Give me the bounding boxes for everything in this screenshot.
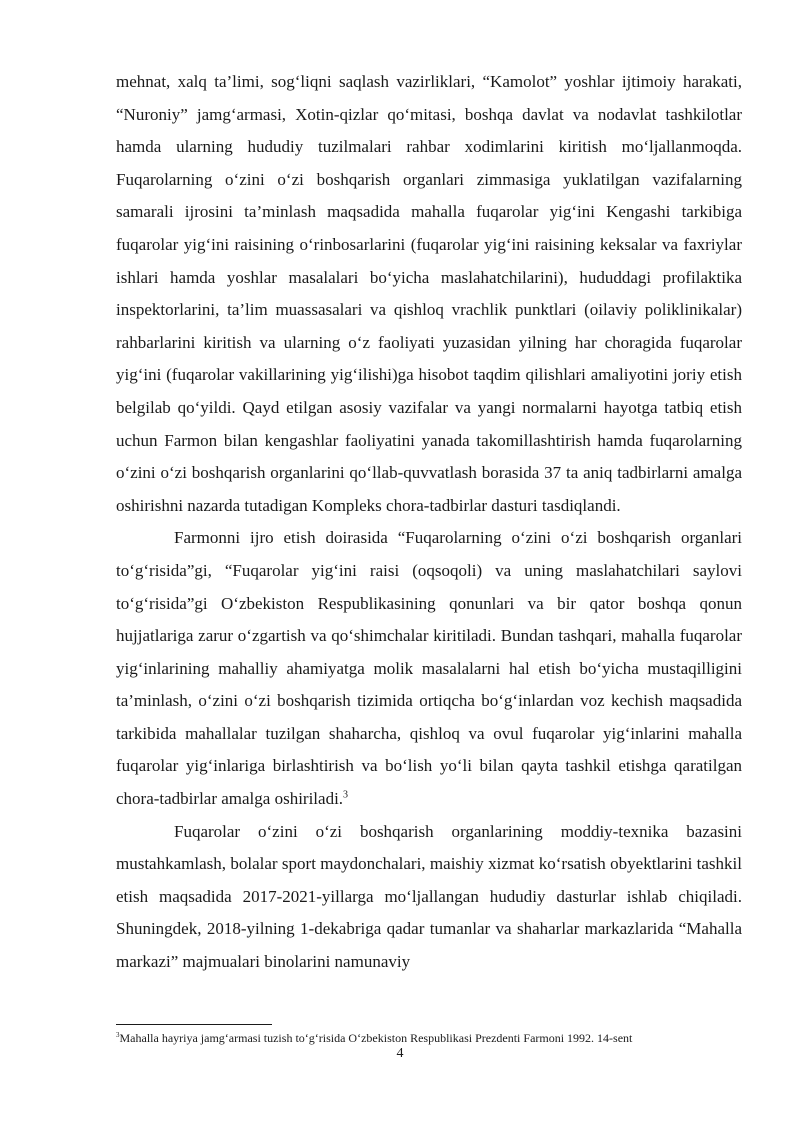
- body-text: [116, 66, 742, 979]
- paragraph-2: [116, 522, 742, 815]
- footnote: [116, 1030, 756, 1046]
- paragraph-2-text: Farmonni ijro etish doirasida “Fuqarolarning o‘zini o‘zi boshqarish organlari to‘g‘risida”gi, “Fuqarolar yig‘ini raisi (oqsoqoli) va uning maslahatchilari saylovi to‘g‘risida”gi O‘zbekiston Respublikasining qonunlari va bir qator boshqa qonun hujjatlariga zarur o‘zgartish va qo‘shimchalar kiritiladi. Bundan tashqari, mahalla fuqarolar yig‘inlarining mahalliy ahamiyatga molik masalalarni hal etish bo‘yicha mustaqilligini ta’minlash, o‘zini o‘zi boshqarish tizimida ortiqcha bo‘g‘inlardan voz kechish maqsadida tarkibida mahallalar tuzilgan shaharcha, qishloq va ovul fuqarolar yig‘inlarini mahalla fuqarolar yig‘inlariga birlashtirish va bo‘lish yo‘li bilan qayta tashkil etishga qaratilgan chora-tadbirlar amalga oshiriladi.: [116, 528, 742, 809]
- footnote-reference[interactable]: 3: [343, 789, 349, 801]
- paragraph-3: [116, 816, 742, 979]
- footnote-text: Mahalla hayriya jamg‘armasi tuzish to‘g‘risida O‘zbekiston Respublikasi Prezdenti Farmoni 1992. 14-sent: [119, 1031, 633, 1045]
- paragraph-3-text: Fuqarolar o‘zini o‘zi boshqarish organlarining moddiy-texnika bazasini mustahkamlash, bolalar sport maydonchalari, maishiy xizmat ko‘rsatish obyektlarini tashkil etish maqsadida 2017-2021-yillarga mo‘ljallangan hududiy dasturlar ishlab chiqiladi. Shuningdek, 2018-yilning 1-dekabriga qadar tumanlar va shaharlar markazlarida “Mahalla markazi” majmualari binolarini namunaviy: [116, 821, 742, 972]
- paragraph-1-text: mehnat, xalq ta’limi, sog‘liqni saqlash vazirliklari, “Kamolot” yoshlar ijtimoiy harakati, “Nuroniy” jamg‘armasi, Xotin-qizlar qo‘mitasi, boshqa davlat va nodavlat tashkilotlar hamda ularning hududiy tuzilmalari rahbar xodimlarini kiritish mo‘ljallanmoqda. Fuqarolarning o‘zini o‘zi boshqarish organlari zimmasiga yuklatilgan vazifalarning samarali ijrosini ta’minlash maqsadida mahalla fuqarolar yig‘ini Kengashi tarkibiga fuqarolar yig‘ini raisining o‘rinbosarlarini (fuqarolar yig‘ini raisining keksalar va faxriylar ishlari hamda yoshlar masalalari bo‘yicha maslahatchilarini), hududdagi profilaktika inspektorlarini, ta’lim muassasalari va qishloq vrachlik punktlari (oilaviy poliklinikalar) rahbarlarini kiritish va ularning o‘z faoliyati yuzasidan yilning har choragida fuqarolar yig‘ini (fuqarolar vakillarining yig‘ilishi)ga hisobot taqdim qilishlari amaliyotini joriy etish belgilab qo‘yildi. Qayd etilgan asosiy vazifalar va yangi normalarni hayotga tatbiq etish uchun Farmon bilan kengashlar faoliyatini yanada takomillashtirish hamda fuqarolarning o‘zini o‘zi boshqarish organlarini qo‘llab-quvvatlash borasida 37 ta aniq tadbirlarni amalga oshirishni nazarda tutadigan Kompleks chora-tadbirlar dasturi tasdiqlandi.: [116, 72, 742, 515]
- page-number: 4: [396, 1046, 404, 1061]
- footnote-separator: [116, 1024, 272, 1025]
- paragraph-1: [116, 66, 742, 522]
- footnote-marker: 3: [116, 1031, 120, 1039]
